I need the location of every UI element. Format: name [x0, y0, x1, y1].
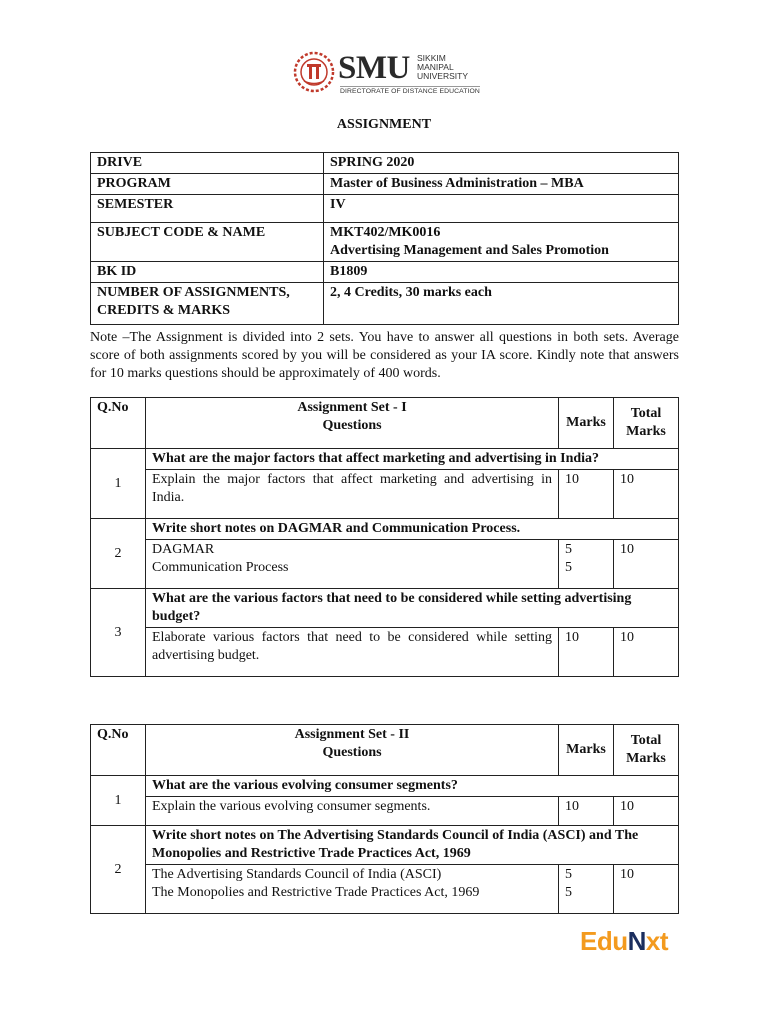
total-marks-header: Total Marks: [614, 398, 679, 449]
question-title: Write short notes on The Advertising Standards Council of India (ASCI) and The Monopolies and Restrictive Trade Practices Act, 1969: [146, 826, 679, 865]
marks-header: Marks: [559, 398, 614, 449]
table-row: [91, 153, 679, 174]
table-row: [91, 776, 679, 797]
question-description: Elaborate various factors that need to be considered while setting advertising budget.: [146, 628, 559, 677]
question-total: 10: [614, 540, 679, 589]
info-value: Master of Business Administration – MBA: [324, 174, 679, 195]
set-title: Assignment Set - II: [294, 727, 410, 742]
question-title: What are the various factors that need to be considered while setting advertising budget?: [146, 589, 679, 628]
table-row: [91, 449, 679, 470]
assignment-set-1-table: [90, 397, 679, 677]
question-total: 10: [614, 628, 679, 677]
question-title: Write short notes on DAGMAR and Communication Process.: [146, 519, 679, 540]
info-value: B1809: [324, 262, 679, 283]
set-header: [146, 398, 559, 449]
university-emblem-icon: [292, 50, 336, 94]
question-marks: 10: [559, 797, 614, 826]
logo-directorate: DIRECTORATE OF DISTANCE EDUCATION: [340, 88, 480, 95]
question-number: 2: [91, 519, 146, 589]
edunext-watermark-logo: EduNxt: [580, 926, 669, 956]
logo-university-name: SIKKIM MANIPAL UNIVERSITY: [417, 53, 469, 81]
question-description: Explain the various evolving consumer segments.: [146, 797, 559, 826]
smu-logo: [292, 48, 482, 98]
table-row: [91, 628, 679, 677]
table-row: [91, 826, 679, 865]
table-row: [91, 865, 679, 914]
info-value: 2, 4 Credits, 30 marks each: [324, 283, 679, 325]
qno-header: Q.No: [91, 398, 146, 449]
info-key: BK ID: [91, 262, 324, 283]
assignment-set-2-table: [90, 724, 679, 914]
table-row: [91, 195, 679, 223]
info-key: DRIVE: [91, 153, 324, 174]
table-row: [91, 540, 679, 589]
assignment-note: Note –The Assignment is divided into 2 sets. You have to answer all questions in both sets. Average score of both assignments scored by you will be considered as your IA score. Kindly note that answers for 10 marks questions should be approximately of 400 words.: [90, 330, 679, 381]
total-marks-header: Total Marks: [614, 725, 679, 776]
question-total: 10: [614, 797, 679, 826]
subject-name: Advertising Management and Sales Promotion: [330, 243, 609, 258]
question-number: 2: [91, 826, 146, 914]
question-total: 10: [614, 470, 679, 519]
info-table: [90, 152, 679, 325]
question-number: 1: [91, 449, 146, 519]
info-value: IV: [324, 195, 679, 223]
subject-code: MKT402/MK0016: [330, 225, 441, 240]
page-title: ASSIGNMENT: [336, 117, 432, 132]
info-key: PROGRAM: [91, 174, 324, 195]
info-key: NUMBER OF ASSIGNMENTS, CREDITS & MARKS: [91, 283, 324, 325]
table-row: [91, 283, 679, 325]
table-row: [91, 223, 679, 262]
question-number: 3: [91, 589, 146, 677]
question-marks: 10: [559, 470, 614, 519]
table-row: [91, 797, 679, 826]
questions-header: Questions: [322, 418, 382, 433]
table-row: [91, 470, 679, 519]
set-header: [146, 725, 559, 776]
question-description: Explain the major factors that affect marketing and advertising in India.: [146, 470, 559, 519]
question-number: 1: [91, 776, 146, 826]
question-description: DAGMAR Communication Process: [146, 540, 559, 589]
set-title: Assignment Set - I: [297, 400, 407, 415]
question-total: 10: [614, 865, 679, 914]
table-header-row: [91, 725, 679, 776]
table-row: [91, 262, 679, 283]
question-title: What are the major factors that affect marketing and advertising in India?: [146, 449, 679, 470]
info-value: [324, 223, 679, 262]
table-header-row: [91, 398, 679, 449]
table-row: [91, 174, 679, 195]
question-marks: 10: [559, 628, 614, 677]
questions-header: Questions: [322, 745, 382, 760]
qno-header: Q.No: [91, 725, 146, 776]
info-key: SEMESTER: [91, 195, 324, 223]
marks-header: Marks: [559, 725, 614, 776]
info-value: SPRING 2020: [324, 153, 679, 174]
question-marks: 5 5: [559, 865, 614, 914]
info-key: SUBJECT CODE & NAME: [91, 223, 324, 262]
table-row: [91, 589, 679, 628]
question-description: The Advertising Standards Council of India (ASCI) The Monopolies and Restrictive Trade Practices Act, 1969: [146, 865, 559, 914]
question-marks: 5 5: [559, 540, 614, 589]
question-title: What are the various evolving consumer segments?: [146, 776, 679, 797]
table-row: [91, 519, 679, 540]
logo-abbr: SMU: [338, 50, 410, 86]
